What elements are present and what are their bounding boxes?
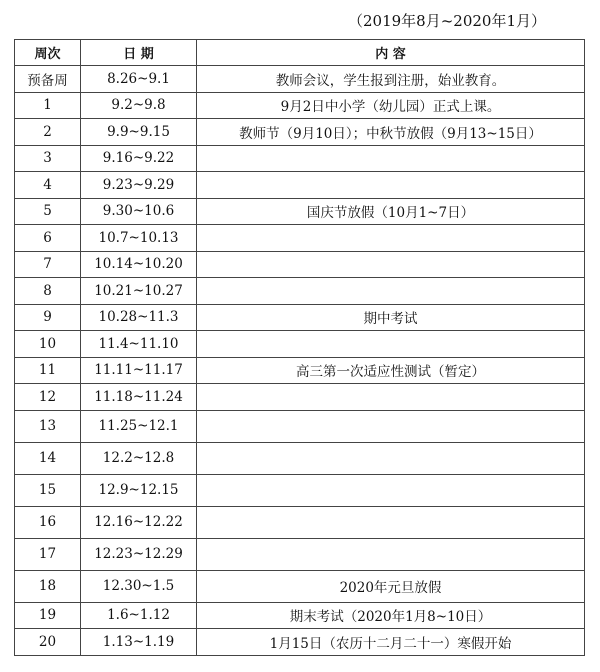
content-cell: [197, 474, 585, 506]
content-cell: [197, 225, 585, 252]
date-cell: 12.2~12.8: [81, 442, 197, 474]
content-cell: [197, 384, 585, 411]
content-cell: 教师节（9月10日）；中秋节放假（9月13~15日）: [197, 119, 585, 146]
week-cell: 17: [15, 538, 81, 570]
week-cell: 6: [15, 225, 81, 252]
content-cell: 期末考试（2020年1月8~10日）: [197, 602, 585, 629]
table-row: [15, 92, 585, 119]
table-row: [15, 251, 585, 278]
date-cell: 1.13~1.19: [81, 629, 197, 656]
content-cell: 教师会议，学生报到注册，始业教育。: [197, 66, 585, 93]
table-row: [15, 172, 585, 199]
date-cell: 11.4~11.10: [81, 331, 197, 358]
date-cell: 12.9~12.15: [81, 474, 197, 506]
date-cell: 9.16~9.22: [81, 145, 197, 172]
week-cell: 20: [15, 629, 81, 656]
content-cell: [197, 442, 585, 474]
week-cell: 预备周: [15, 66, 81, 93]
table-row: [15, 357, 585, 384]
date-cell: 12.16~12.22: [81, 506, 197, 538]
content-cell: 1月15日（农历十二月二十一）寒假开始: [197, 629, 585, 656]
date-cell: 12.30~1.5: [81, 570, 197, 602]
table-row: [15, 304, 585, 331]
table-row: [15, 198, 585, 225]
week-cell: 12: [15, 384, 81, 411]
week-cell: 19: [15, 602, 81, 629]
week-cell: 13: [15, 410, 81, 442]
content-cell: [197, 172, 585, 199]
content-cell: [197, 145, 585, 172]
week-cell: 7: [15, 251, 81, 278]
table-row: [15, 225, 585, 252]
table-row: [15, 538, 585, 570]
date-cell: 11.11~11.17: [81, 357, 197, 384]
date-cell: 11.25~12.1: [81, 410, 197, 442]
week-cell: 16: [15, 506, 81, 538]
content-cell: [197, 410, 585, 442]
content-cell: [197, 538, 585, 570]
week-cell: 1: [15, 92, 81, 119]
header-week: 周次: [15, 40, 81, 66]
date-cell: 8.26~9.1: [81, 66, 197, 93]
content-cell: 期中考试: [197, 304, 585, 331]
content-cell: 2020年元旦放假: [197, 570, 585, 602]
week-cell: 18: [15, 570, 81, 602]
table-row: [15, 570, 585, 602]
date-cell: 9.9~9.15: [81, 119, 197, 146]
week-cell: 11: [15, 357, 81, 384]
date-cell: 11.18~11.24: [81, 384, 197, 411]
content-cell: [197, 506, 585, 538]
table-row: [15, 119, 585, 146]
date-cell: 10.28~11.3: [81, 304, 197, 331]
date-cell: 12.23~12.29: [81, 538, 197, 570]
week-cell: 14: [15, 442, 81, 474]
week-cell: 9: [15, 304, 81, 331]
content-cell: [197, 278, 585, 305]
week-cell: 8: [15, 278, 81, 305]
header-row: [15, 40, 585, 66]
table-row: [15, 278, 585, 305]
school-calendar-table: [14, 39, 585, 656]
date-cell: 9.30~10.6: [81, 198, 197, 225]
table-row: [15, 474, 585, 506]
content-cell: [197, 251, 585, 278]
table-row: [15, 66, 585, 93]
table-row: [15, 384, 585, 411]
header-content: 内 容: [197, 40, 585, 66]
content-cell: 国庆节放假（10月1~7日）: [197, 198, 585, 225]
week-cell: 10: [15, 331, 81, 358]
table-row: [15, 410, 585, 442]
date-cell: 9.23~9.29: [81, 172, 197, 199]
date-range-caption: （2019年8月~2020年1月）: [348, 12, 547, 30]
header-date: 日 期: [81, 40, 197, 66]
week-cell: 5: [15, 198, 81, 225]
content-cell: [197, 331, 585, 358]
week-cell: 2: [15, 119, 81, 146]
date-cell: 1.6~1.12: [81, 602, 197, 629]
table-row: [15, 442, 585, 474]
table-row: [15, 145, 585, 172]
week-cell: 15: [15, 474, 81, 506]
content-cell: 高三第一次适应性测试（暂定）: [197, 357, 585, 384]
date-cell: 9.2~9.8: [81, 92, 197, 119]
week-cell: 4: [15, 172, 81, 199]
table-row: [15, 602, 585, 629]
date-cell: 10.21~10.27: [81, 278, 197, 305]
content-cell: 9月2日中小学（幼儿园）正式上课。: [197, 92, 585, 119]
date-cell: 10.14~10.20: [81, 251, 197, 278]
table-row: [15, 506, 585, 538]
table-row: [15, 331, 585, 358]
table-row: [15, 629, 585, 656]
date-cell: 10.7~10.13: [81, 225, 197, 252]
week-cell: 3: [15, 145, 81, 172]
